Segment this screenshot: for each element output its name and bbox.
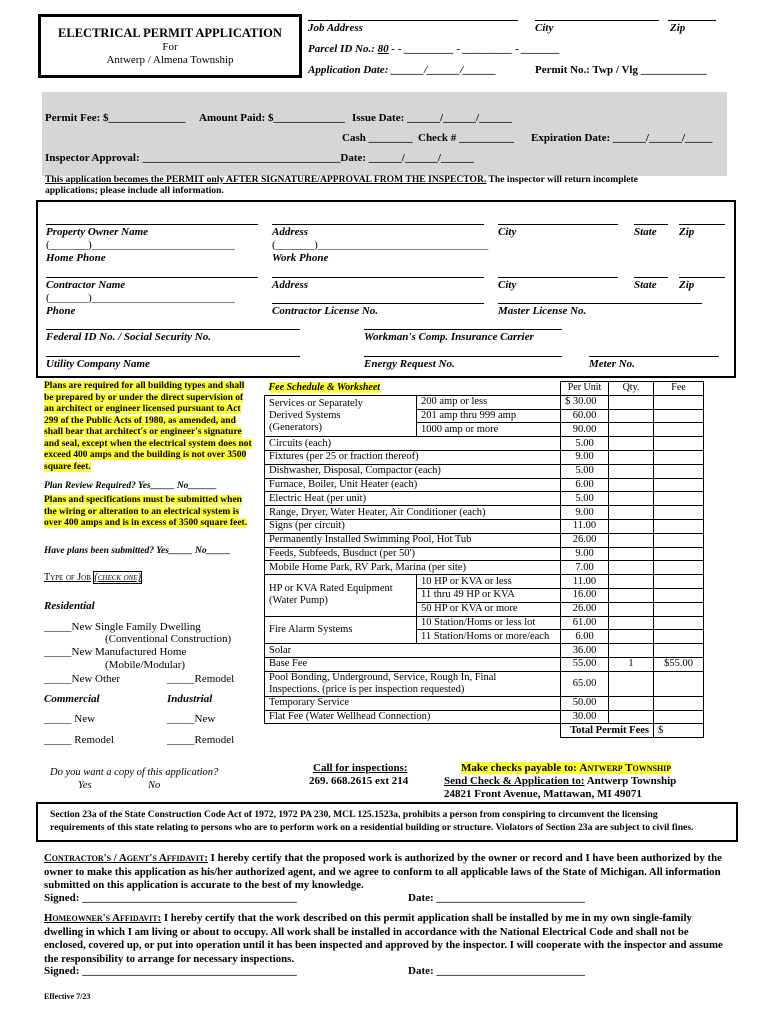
owner-contractor-box [36, 200, 736, 378]
homeowner-affidavit [44, 912, 724, 966]
fee-cell[interactable] [654, 616, 704, 630]
temp-service-label: Temporary Service [265, 696, 561, 710]
qty-cell[interactable] [609, 478, 654, 492]
work-phone-label: Work Phone [272, 252, 329, 264]
qty-cell[interactable] [609, 450, 654, 464]
contractor-phone-field[interactable]: (_______)__________________________ [46, 292, 235, 304]
notice-underlined: This application becomes the PERMIT only AFTER SIGNATURE/APPROVAL FROM THE INSPECTOR. [45, 174, 487, 185]
commercial-remodel-option[interactable]: _____ Remodel [44, 734, 114, 746]
owner-city-line[interactable] [498, 224, 618, 225]
energy-label: Energy Request No. [364, 358, 455, 370]
hp-option: 11 thru 49 HP or KVA [417, 588, 561, 602]
item-rate: 6.00 [561, 478, 609, 492]
item-rate: 9.00 [561, 547, 609, 561]
payable-text: Make checks payable to: Antwerp Township [461, 762, 672, 774]
item-rate: 11.00 [561, 519, 609, 533]
owner-address-label: Address [272, 226, 309, 238]
owner-city-label: City [498, 226, 517, 238]
new-manufactured-option[interactable]: _____New Manufactured Home [44, 646, 187, 658]
home-phone-field[interactable]: (_______)__________________________ [46, 239, 235, 251]
fee-cell[interactable] [654, 710, 704, 724]
item-rate: 9.00 [561, 450, 609, 464]
contractor-city-label: City [498, 279, 517, 291]
zip-label: Zip [670, 22, 686, 34]
permit-notice [45, 174, 638, 185]
send-line: Send Check & Application to: Antwerp Township [444, 775, 677, 787]
item-label: Electric Heat (per unit) [265, 492, 561, 506]
contractor-name-line[interactable] [46, 277, 258, 278]
fee-header: Fee [654, 382, 704, 396]
fee-cell[interactable] [654, 464, 704, 478]
owner-zip-label: Zip [679, 226, 695, 238]
qty-cell[interactable] [609, 710, 654, 724]
item-rate: 5.00 [561, 437, 609, 451]
hp-rate: 16.00 [561, 588, 609, 602]
specs-text: Plans and specifications must be submitted when the wiring or alteration to an electrical system is over 400 amps and is in excess of 3500 square feet. [44, 495, 248, 528]
owner-name-label: Property Owner Name [46, 226, 149, 238]
contractor-date-field[interactable]: Date: ___________________________ [408, 892, 585, 904]
service-rate: $ 30.00 [561, 395, 609, 409]
notice-line2: applications; please include all information. [45, 185, 224, 196]
township-name: Antwerp / Almena Township [106, 54, 234, 66]
city-label: City [535, 22, 554, 34]
fee-cell[interactable] [654, 588, 704, 602]
job-address-label: Job Address [308, 22, 363, 34]
owner-zip-line[interactable] [679, 224, 725, 225]
specs-note [44, 495, 252, 530]
meter-line[interactable] [589, 356, 719, 357]
application-date-field[interactable]: Application Date: ______/______/______ [308, 64, 497, 76]
industrial-new-option[interactable]: _____New [167, 713, 216, 725]
inspection-phone: 269. 668.2615 ext 214 [309, 775, 409, 787]
city-line[interactable] [535, 20, 659, 21]
hp-label: HP or KVA Rated Equipment (Water Pump) [265, 575, 417, 616]
contractor-affidavit-text: I hereby certify that the proposed work is authorized by the owner or record and I have been authorized by the owner to make this application as his/her authorized agent, and we agree to conform to all applicable laws of the State of Michigan. All information submitted on this application is accurate to the best of my knowledge. [44, 852, 722, 891]
mobile-label: (Mobile/Modular) [105, 659, 186, 671]
section-23-line2: requirements of this state relating to persons who are to perform work on a residential building or structure. Violators of Section 23a are subject to civil fines. [50, 822, 694, 833]
fee-table-header: Fee Schedule & Worksheet [268, 382, 381, 394]
cash-field[interactable]: Cash ________ [342, 132, 413, 144]
table-row [265, 450, 704, 464]
table-row [265, 506, 704, 520]
qty-cell[interactable] [609, 464, 654, 478]
commercial-new-option[interactable]: _____ New [44, 713, 96, 725]
plans-required-text: Plans are required for all building types and shall be prepared by or under the direct supervision of an architect or engineer licensed pursuant to Act 299 of the Public Acts of 1980, as amended, and shall bear that architect's or engineer's signature and seal, except when the electrical system does not exceed 400 amps and the building is not over 3500 square feet. [44, 381, 252, 472]
owner-address-line[interactable] [272, 224, 484, 225]
qty-cell[interactable] [609, 492, 654, 506]
item-label: Permanently Installed Swimming Pool, Hot Tub [265, 533, 561, 547]
item-rate: 26.00 [561, 533, 609, 547]
table-row [265, 492, 704, 506]
table-row [265, 519, 704, 533]
utility-line[interactable] [46, 356, 300, 357]
item-label: Mobile Home Park, RV Park, Marina (per site) [265, 561, 561, 575]
contractor-address-label: Address [272, 279, 309, 291]
fee-cell[interactable] [654, 409, 704, 423]
contractor-signature-field[interactable]: Signed: _______________________________________ [44, 892, 297, 904]
item-label: Dishwasher, Disposal, Compactor (each) [265, 464, 561, 478]
fee-cell[interactable] [654, 492, 704, 506]
item-rate: 5.00 [561, 464, 609, 478]
fee-cell[interactable] [654, 602, 704, 616]
temp-service-rate: 50.00 [561, 696, 609, 710]
effective-date: Effective 7/23 [44, 992, 91, 1001]
master-license-label: Master License No. [498, 305, 587, 317]
qty-cell[interactable] [609, 533, 654, 547]
item-rate: 9.00 [561, 506, 609, 520]
qty-cell[interactable] [609, 423, 654, 437]
title-box [38, 14, 302, 78]
item-label: Signs (per circuit) [265, 519, 561, 533]
qty-cell[interactable] [609, 696, 654, 710]
table-row [265, 395, 704, 409]
fire-rate: 61.00 [561, 616, 609, 630]
conventional-label: (Conventional Construction) [105, 633, 232, 645]
flat-fee-label: Flat Fee (Water Wellhead Connection) [265, 710, 561, 724]
service-rate: 60.00 [561, 409, 609, 423]
hp-rate: 26.00 [561, 602, 609, 616]
plans-submitted-field[interactable]: Have plans been submitted? Yes_____ No_____ [44, 546, 231, 556]
payable-line [461, 762, 671, 774]
item-label: Range, Dryer, Water Heater, Air Conditioner (each) [265, 506, 561, 520]
fee-cell[interactable] [654, 395, 704, 409]
industrial-label: Industrial [167, 693, 213, 705]
qty-cell[interactable] [609, 506, 654, 520]
residential-label: Residential [44, 600, 95, 612]
services-label: Services or Separately Derived Systems (Generators) [265, 395, 417, 436]
table-row [265, 710, 704, 724]
fee-schedule-table [264, 381, 704, 738]
qty-cell[interactable] [609, 644, 654, 658]
hp-option: 50 HP or KVA or more [417, 602, 561, 616]
license-label: Contractor License No. [272, 305, 379, 317]
total-fee-cell[interactable]: $ [654, 724, 704, 738]
energy-line[interactable] [364, 356, 562, 357]
qty-cell[interactable] [609, 602, 654, 616]
inspector-approval-field[interactable]: Inspector Approval: ____________________________________Date: ______/______/______ [45, 152, 474, 164]
per-unit-header: Per Unit [561, 382, 609, 396]
permit-no-field[interactable]: Permit No.: Twp / Vlg ____________ [535, 64, 707, 76]
flat-fee-rate: 30.00 [561, 710, 609, 724]
homeowner-date-field[interactable]: Date: ___________________________ [408, 965, 585, 977]
fire-rate: 6.00 [561, 630, 609, 644]
table-row [265, 533, 704, 547]
check-field[interactable]: Check # __________ [418, 132, 514, 144]
pool-bonding-rate: 65.00 [561, 671, 609, 696]
fee-cell[interactable] [654, 533, 704, 547]
copy-no[interactable]: No [148, 780, 161, 791]
work-phone-field[interactable]: (_______)_______________________________ [272, 239, 489, 251]
qty-header: Qty. [609, 382, 654, 396]
fee-cell[interactable] [654, 696, 704, 710]
service-option: 1000 amp or more [417, 423, 561, 437]
master-license-line[interactable] [498, 303, 702, 304]
item-label: Feeds, Subfeeds, Busduct (per 50') [265, 547, 561, 561]
contractor-zip-label: Zip [679, 279, 695, 291]
utility-label: Utility Company Name [46, 358, 150, 370]
qty-cell[interactable] [609, 395, 654, 409]
fee-cell[interactable] [654, 547, 704, 561]
workman-line[interactable] [364, 329, 562, 330]
item-label: Furnace, Boiler, Unit Heater (each) [265, 478, 561, 492]
copy-yes[interactable]: Yes [78, 780, 92, 791]
qty-cell[interactable] [609, 588, 654, 602]
table-row [265, 644, 704, 658]
item-label: Fixtures (per 25 or fraction thereof) [265, 450, 561, 464]
owner-state-line[interactable] [634, 224, 668, 225]
contractor-affidavit [44, 852, 724, 893]
plans-required-note [44, 381, 252, 473]
notice-rest: The inspector will return incomplete [486, 174, 638, 185]
owner-name-line[interactable] [46, 224, 258, 225]
parcel-prefix: 80 [377, 43, 389, 55]
service-option: 200 amp or less [417, 395, 561, 409]
industrial-remodel-option[interactable]: _____Remodel [167, 734, 235, 746]
residential-remodel-option[interactable]: _____Remodel [167, 673, 235, 685]
service-option: 201 amp thru 999 amp [417, 409, 561, 423]
fire-option: 11 Station/Homs or more/each [417, 630, 561, 644]
contractor-affidavit-title: Contractor's / Agent's Affidavit: [44, 852, 208, 864]
parcel-field[interactable] [308, 43, 560, 55]
hp-option: 10 HP or KVA or less [417, 575, 561, 589]
fee-cell[interactable] [654, 506, 704, 520]
item-rate: 5.00 [561, 492, 609, 506]
qty-cell[interactable] [609, 409, 654, 423]
fee-cell[interactable] [654, 575, 704, 589]
new-other-option[interactable]: _____New Other [44, 673, 121, 685]
zip-line[interactable] [668, 20, 716, 21]
contractor-zip-line[interactable] [679, 277, 725, 278]
contractor-address-line[interactable] [272, 277, 484, 278]
fee-cell[interactable] [654, 437, 704, 451]
fire-alarm-label: Fire Alarm Systems [265, 616, 417, 644]
table-row [265, 547, 704, 561]
qty-cell[interactable] [609, 561, 654, 575]
base-fee-qty[interactable]: 1 [609, 657, 654, 671]
license-line[interactable] [272, 303, 484, 304]
amount-paid-field[interactable]: Amount Paid: $_____________ [199, 112, 346, 124]
type-of-job-title: Type of Job (check one) [44, 572, 141, 583]
fee-table-header-cell [265, 382, 561, 396]
qty-cell[interactable] [609, 437, 654, 451]
office-use-area [42, 92, 727, 176]
title-for: For [162, 41, 178, 53]
fee-cell[interactable] [654, 644, 704, 658]
table-row [265, 437, 704, 451]
item-rate: 7.00 [561, 561, 609, 575]
homeowner-affidavit-text: I hereby certify that the work described on this permit application shall be installed by me in my own single-family dwelling in which I am living or about to occupy. All work shall be installed in accordance with the National Electrical Code and shall not be enclosed, covered up, or put into operation until it has been inspected and approved by the inspector. I will cooperate with the inspector and assume the responsibility to arrange for necessary inspections. [44, 912, 723, 965]
meter-label: Meter No. [589, 358, 635, 370]
total-label: Total Permit Fees [561, 724, 654, 738]
blank-cell [265, 724, 561, 738]
workman-label: Workman's Comp. Insurance Carrier [364, 331, 534, 343]
contractor-name-label: Contractor Name [46, 279, 126, 291]
expiration-date-field[interactable]: Expiration Date: ______/______/_____ [531, 132, 713, 144]
parcel-label: Parcel ID No.: [308, 43, 375, 55]
fee-cell[interactable] [654, 423, 704, 437]
table-row [265, 575, 704, 589]
base-fee-total[interactable]: $55.00 [654, 657, 704, 671]
qty-cell[interactable] [609, 616, 654, 630]
owner-state-label: State [634, 226, 657, 238]
qty-cell[interactable] [609, 671, 654, 696]
contractor-city-line[interactable] [498, 277, 618, 278]
plan-review-field[interactable]: Plan Review Required? Yes_____ No______ [44, 481, 217, 491]
home-phone-label: Home Phone [46, 252, 106, 264]
permit-fee-field[interactable]: Permit Fee: $______________ [45, 112, 186, 124]
fee-cell[interactable] [654, 519, 704, 533]
fee-cell[interactable] [654, 561, 704, 575]
issue-date-field[interactable]: Issue Date: ______/______/______ [352, 112, 513, 124]
fee-cell[interactable] [654, 630, 704, 644]
table-row [265, 671, 704, 696]
federal-id-line[interactable] [46, 329, 300, 330]
federal-id-label: Federal ID No. / Social Security No. [46, 331, 211, 343]
table-row [265, 696, 704, 710]
qty-cell[interactable] [609, 547, 654, 561]
section-23-line1: Section 23a of the State Construction Code Act of 1972, 1972 PA 230, MCL 125.1523a, prohibits a person from conspiring to circumvent the licensing [50, 809, 658, 820]
table-row [265, 561, 704, 575]
homeowner-affidavit-title: Homeowner's Affidavit: [44, 912, 162, 924]
base-fee-rate: 55.00 [561, 657, 609, 671]
mailing-address: 24821 Front Avenue, Mattawan, MI 49071 [444, 788, 642, 800]
fee-cell[interactable] [654, 671, 704, 696]
solar-rate: 36.00 [561, 644, 609, 658]
table-row [265, 657, 704, 671]
fee-cell[interactable] [654, 478, 704, 492]
contractor-state-line[interactable] [634, 277, 668, 278]
solar-label: Solar [265, 644, 561, 658]
homeowner-signature-field[interactable]: Signed: _______________________________________ [44, 965, 297, 977]
base-fee-label: Base Fee [265, 657, 561, 671]
call-inspections-label: Call for inspections: [313, 762, 408, 774]
table-row [265, 478, 704, 492]
table-row [265, 464, 704, 478]
form-title: ELECTRICAL PERMIT APPLICATION [58, 26, 282, 40]
parcel-blanks: - - _________ - _________ - _______ [391, 43, 561, 55]
table-row [265, 616, 704, 630]
hp-rate: 11.00 [561, 575, 609, 589]
section-23-box [36, 802, 738, 842]
item-label: Circuits (each) [265, 437, 561, 451]
job-address-line[interactable] [308, 20, 518, 21]
contractor-phone-label: Phone [46, 305, 76, 317]
new-single-family-option[interactable]: _____New Single Family Dwelling [44, 621, 201, 633]
copy-question: Do you want a copy of this application? [50, 767, 219, 778]
fire-option: 10 Station/Homs or less lot [417, 616, 561, 630]
commercial-label: Commercial [44, 693, 100, 705]
pool-bonding-label: Pool Bonding, Underground, Service, Rough In, Final Inspections. (price is per inspection requested) [265, 671, 561, 696]
fee-cell[interactable] [654, 450, 704, 464]
qty-cell[interactable] [609, 575, 654, 589]
contractor-state-label: State [634, 279, 657, 291]
service-rate: 90.00 [561, 423, 609, 437]
qty-cell[interactable] [609, 630, 654, 644]
qty-cell[interactable] [609, 519, 654, 533]
